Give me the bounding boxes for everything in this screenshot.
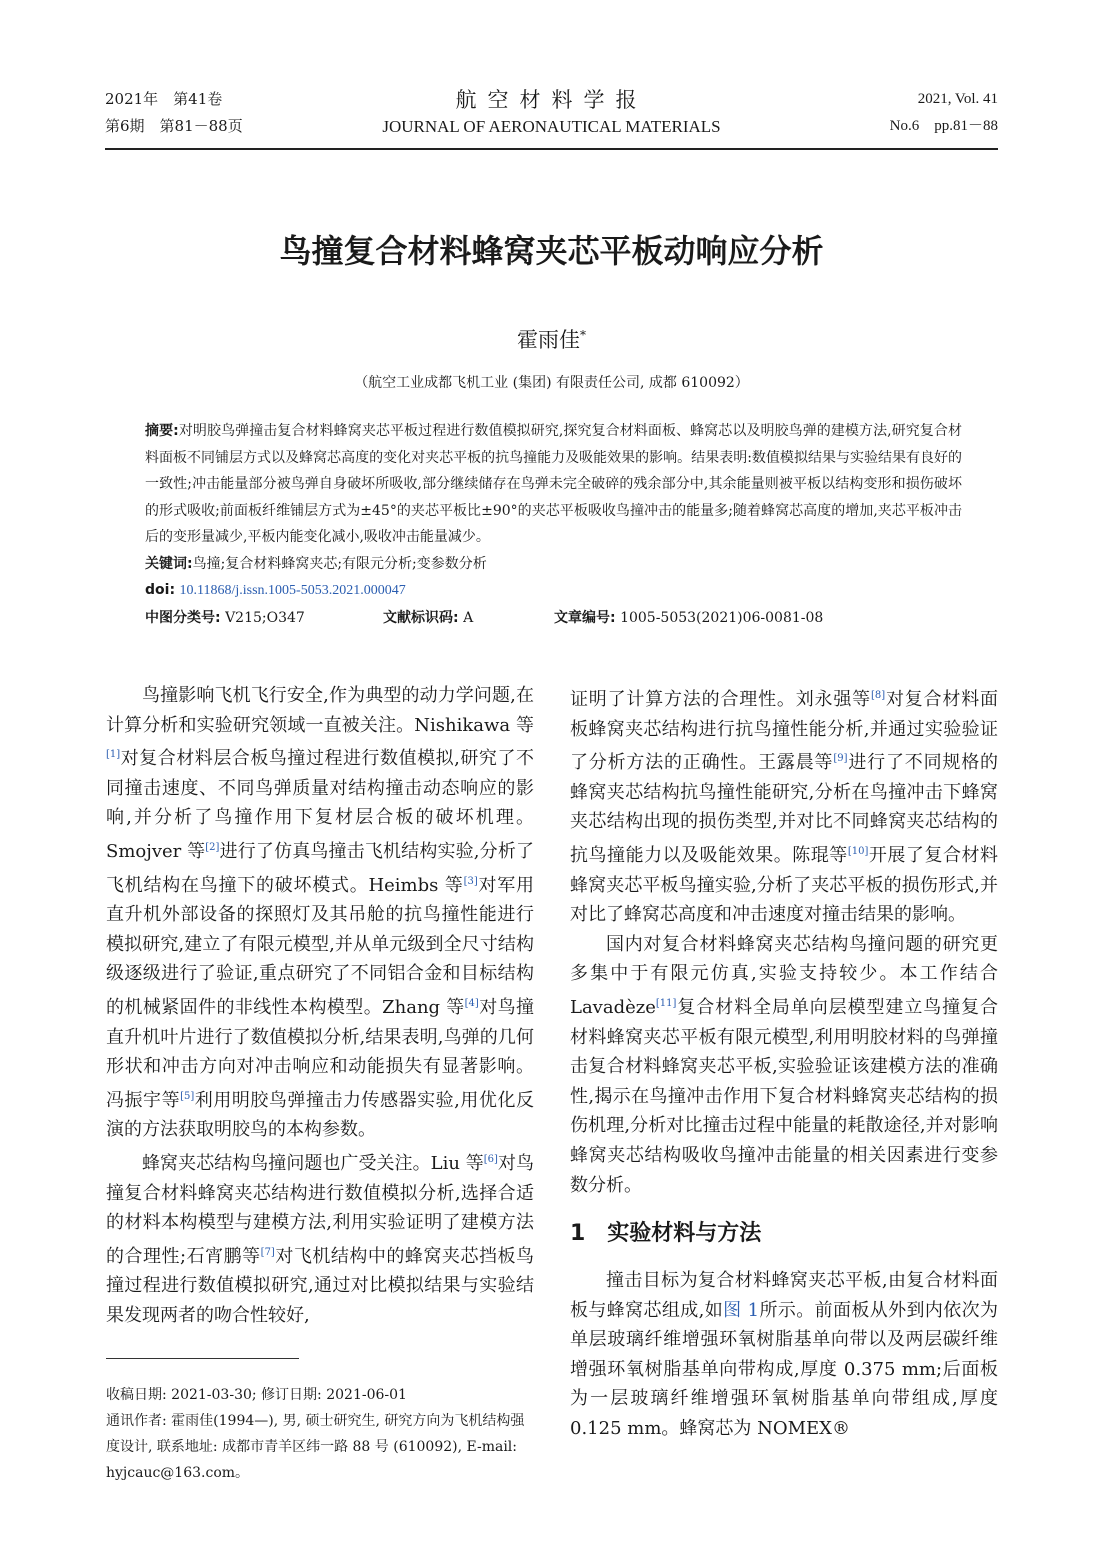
figure-link[interactable]: 图 1: [723, 1299, 760, 1321]
body-paragraph: [570, 681, 998, 930]
body-text: 鸟撞影响飞机飞行安全,作为典型的动力学问题,在计算分析和实验研究领域一直被关注。Nishikawa 等: [106, 685, 534, 736]
year-volume: 2021年 第41卷: [105, 90, 223, 108]
article-no-field: [554, 605, 823, 632]
citation-link[interactable]: [6]: [483, 1153, 498, 1165]
abstract-block: [145, 418, 962, 631]
body-text: 撞击目标为复合材料蜂窝夹芯平板,由复合材料面板与蜂窝芯组成,如: [570, 1270, 998, 1321]
year-volume-en: 2021, Vol. 41: [917, 91, 998, 107]
affiliation: （航空工业成都飞机工业 (集团) 有限责任公司, 成都 610092）: [354, 375, 749, 391]
body-right-column: [570, 681, 998, 1444]
body-text: 证明了计算方法的合理性。刘永强等: [570, 689, 871, 710]
body-text: 开展了复合材料蜂窝夹芯平板鸟撞实验,分析了夹芯平板的损伤形式,并对比了蜂窝芯高度和冲击速度对撞击结果的影响。: [570, 844, 999, 926]
body-text: 对复合材料面板蜂窝夹芯结构进行抗鸟撞性能分析,并通过实验验证了分析方法的正确性。王露晨等: [570, 689, 999, 774]
doi-label: doi:: [145, 582, 176, 598]
body-text: 进行了不同规格的蜂窝夹芯结构抗鸟撞性能研究,分析在鸟撞冲击下蜂窝夹芯结构出现的损伤类型,并对比不同蜂窝夹芯结构的抗鸟撞能力以及吸能效果。陈琨等: [570, 752, 998, 866]
body-left-column: [106, 681, 534, 1330]
body-text: 对飞机结构中的蜂窝夹芯挡板鸟撞过程进行数值模拟研究,通过对比模拟结果与实验结果发现两者的吻合性较好,: [106, 1245, 534, 1326]
running-header: [105, 86, 998, 150]
body-text: 对复合材料层合板鸟撞过程进行数值模拟,研究了不同撞击速度、不同鸟弹质量对结构撞击动态响应的影响,并分析了鸟撞作用下复材层合板的破坏机理。Smojver 等: [106, 748, 534, 862]
body-text: 进行了仿真鸟撞击飞机结构实验,分析了飞机结构在鸟撞下的破坏模式。Heimbs 等: [106, 840, 534, 896]
abstract-text: 对明胶鸟弹撞击复合材料蜂窝夹芯平板过程进行数值模拟研究,探究复合材料面板、蜂窝芯以及明胶鸟弹的建模方法,研究复合材料面板不同铺层方式以及蜂窝芯高度的变化对夹芯平板的抗鸟撞能力及吸能效果的影响。结果表明:数值模拟结果与实验结果有良好的一致性;冲击能量部分被鸟弹自身破坏所吸收,部分继续储存在鸟弹未完全破碎的残余部分中,其余能量则被平板以结构变形和损伤破坏的形式吸收;前面板纤维铺层方式为±45°的夹芯平板比±90°的夹芯平板吸收鸟撞冲击的能量多;随着蜂窝芯高度的增加,夹芯平板冲击后的变形量减少,平板内能变化减小,吸收冲击能量减少。: [145, 423, 962, 545]
body-paragraph: [570, 1266, 998, 1444]
body-text: 复合材料全局单向层模型建立鸟撞复合材料蜂窝夹芯平板有限元模型,利用明胶材料的鸟弹撞击复合材料蜂窝夹芯平板,实验验证该建模方法的准确性,揭示在鸟撞冲击作用下复合材料蜂窝夹芯结构的损伤机理,分析对比撞击过程中能量的耗散途径,并对影响蜂窝夹芯结构吸收鸟撞冲击能量的相关因素进行变参数分析。: [570, 996, 998, 1196]
body-text: 对军用直升机外部设备的探照灯及其吊舱的抗鸟撞性能进行模拟研究,建立了有限元模型,并从单元级到全尺寸结构级逐级进行了验证,重点研究了不同铝合金和目标结构的机械紧固件的非线性本构模型。Zhang 等: [106, 874, 535, 1018]
article-no-value: 1005-5053(2021)06-0081-08: [620, 609, 824, 626]
keywords: [145, 551, 962, 578]
footnote-rule: [106, 1358, 299, 1359]
citation-link[interactable]: [8]: [870, 690, 886, 701]
body-text: 蜂窝夹芯结构鸟撞问题也广受关注。Liu 等: [142, 1152, 484, 1174]
citation-link[interactable]: [11]: [655, 997, 677, 1009]
correspondence-info: 通讯作者: 霍雨佳(1994—), 男, 硕士研究生, 研究方向为飞机结构强度设计, 联系地址: 成都市青羊区纬一路 88 号 (610092), E-mail: hyjcauc@163.com。: [106, 1413, 525, 1481]
citation-link[interactable]: [4]: [464, 997, 479, 1009]
body-text: 所示。前面板从外到内依次为单层玻璃纤维增强环氧树脂基单向带以及两层碳纤维增强环氧树脂基单向带构成,厚度 0.375 mm;后面板为一层玻璃纤维增强环氧树脂基单向带组成,厚度 0.125 mm。蜂窝芯为 NOMEX®: [570, 1299, 998, 1440]
article-no-label: 文章编号:: [554, 609, 616, 626]
body-paragraph: [106, 1145, 534, 1331]
body-text: 对鸟撞直升机叶片进行了数值模拟分析,结果表明,鸟弹的几何形状和冲击方向对冲击响应和动能损失有显著影响。冯振宇等: [106, 996, 535, 1111]
classification-line: [145, 605, 962, 631]
author-line: [0, 324, 1103, 354]
body-paragraph: [570, 930, 998, 1200]
clc-value: V215;O347: [225, 609, 305, 626]
article-title: 鸟撞复合材料蜂窝夹芯平板动响应分析: [279, 232, 824, 270]
citation-link[interactable]: [3]: [463, 875, 478, 887]
citation-link[interactable]: [1]: [106, 749, 121, 761]
doc-code-label: 文献标识码:: [383, 609, 459, 626]
body-text: 国内对复合材料蜂窝夹芯结构鸟撞问题的研究更多集中于有限元仿真,实验支持较少。本工作结合 Lavadèze: [570, 933, 998, 1018]
keywords-label: 关键词:: [145, 555, 193, 572]
body-text: 利用明胶鸟弹撞击力传感器实验,用优化反演的方法获取明胶鸟的本构参数。: [106, 1089, 534, 1141]
citation-link[interactable]: [7]: [260, 1246, 275, 1258]
body-text: 对鸟撞复合材料蜂窝夹芯结构进行数值模拟分析,选择合适的材料本构模型与建模方法,利用实验证明了建模方法的合理性;石宵鹏等: [106, 1152, 535, 1267]
keywords-text: 鸟撞;复合材料蜂窝夹芯;有限元分析;变参数分析: [192, 555, 487, 572]
abstract-label: 摘要:: [145, 423, 179, 439]
citation-link[interactable]: [9]: [833, 753, 848, 765]
clc-label: 中图分类号:: [145, 609, 221, 626]
doi-link[interactable]: 10.11868/j.issn.1005-5053.2021.000047: [179, 583, 406, 598]
doi-line: [145, 577, 962, 605]
journal-name-cn: 航空材料学报: [455, 88, 648, 112]
issue-pages: 第6期 第81－88页: [105, 117, 243, 135]
citation-link[interactable]: [2]: [205, 841, 220, 853]
received-dates: 收稿日期: 2021-03-30; 修订日期: 2021-06-01: [106, 1387, 407, 1403]
journal-name: [105, 86, 998, 140]
issue-pages-en: No.6 pp.81－88: [889, 118, 998, 134]
section-heading: 1 实验材料与方法: [570, 1221, 762, 1247]
doc-code-field: [383, 605, 473, 632]
issue-info-en: [890, 86, 998, 140]
doc-code-value: A: [463, 609, 474, 626]
author-name: 霍雨佳: [517, 328, 580, 352]
clc-field: [145, 605, 305, 632]
citation-link[interactable]: [10]: [847, 845, 869, 857]
citation-link[interactable]: [5]: [180, 1090, 195, 1102]
footnote: [106, 1382, 534, 1486]
journal-name-en: JOURNAL OF AERONAUTICAL MATERIALS: [382, 117, 721, 136]
abstract: [145, 418, 962, 551]
corresponding-mark: *: [580, 328, 586, 342]
body-paragraph: [106, 681, 534, 1145]
